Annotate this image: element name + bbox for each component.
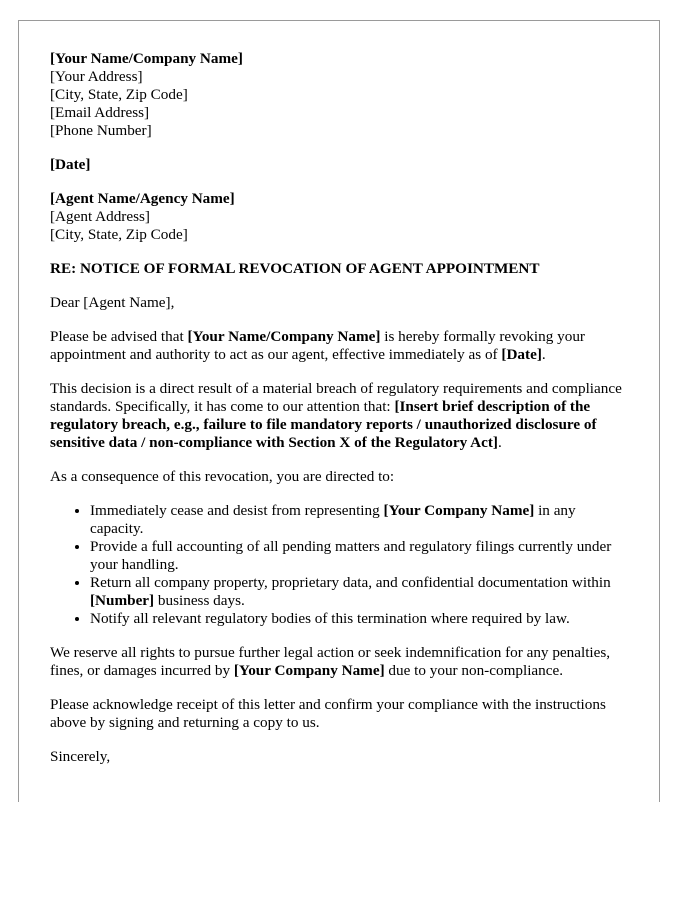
recipient-name: [Agent Name/Agency Name] xyxy=(50,190,235,207)
list-item: • Notify all relevant regulatory bodies of this termination where required by law. xyxy=(90,610,630,628)
date-block xyxy=(50,156,630,174)
list-item: • Return all company property, proprietary data, and confidential documentation within [Number] business days. xyxy=(90,574,630,610)
sender-phone: [Phone Number] xyxy=(50,122,152,139)
letter-date: [Date] xyxy=(50,156,91,173)
sender-name: [Your Name/Company Name] xyxy=(50,50,243,67)
letter-page xyxy=(18,20,660,802)
subject-line: RE: NOTICE OF FORMAL REVOCATION OF AGENT APPOINTMENT xyxy=(50,260,540,277)
sender-email: [Email Address] xyxy=(50,104,150,121)
sender-block xyxy=(50,50,630,140)
paragraph-acknowledge: Please acknowledge receipt of this letter and confirm your compliance with the instructions above by signing and returning a copy to us. xyxy=(50,696,606,731)
closing: Sincerely, xyxy=(50,748,111,765)
recipient-address: [Agent Address] xyxy=(50,208,150,225)
salutation: Dear [Agent Name], xyxy=(50,294,175,311)
paragraph-directive: As a consequence of this revocation, you are directed to: xyxy=(50,468,395,485)
recipient-city: [City, State, Zip Code] xyxy=(50,226,188,243)
list-item: • Provide a full accounting of all pending matters and regulatory filings currently under your handling. xyxy=(90,538,630,574)
recipient-block xyxy=(50,190,630,244)
letter-content xyxy=(50,50,630,766)
list-item: • Immediately cease and desist from representing [Your Company Name] in any capacity. xyxy=(90,502,630,538)
paragraph-breach: This decision is a direct result of a material breach of regulatory requirements and compliance standards. Specifically, it has come to our attention that: [Insert brief description of the regulatory breach, e.g., failure to file mandatory reports / unauthorized disclosure of sensitive data / non-compliance with Section X of the Regulatory Act]. xyxy=(50,380,622,451)
directive-list xyxy=(50,502,630,628)
paragraph-rights: We reserve all rights to pursue further legal action or seek indemnification for any penalties, fines, or damages incurred by [Your Company Name] due to your non-compliance. xyxy=(50,644,611,679)
sender-address: [Your Address] xyxy=(50,68,143,85)
paragraph-revocation: Please be advised that [Your Name/Company Name] is hereby formally revoking your appointment and authority to act as our agent, effective immediately as of [Date]. xyxy=(50,328,585,363)
sender-city: [City, State, Zip Code] xyxy=(50,86,188,103)
